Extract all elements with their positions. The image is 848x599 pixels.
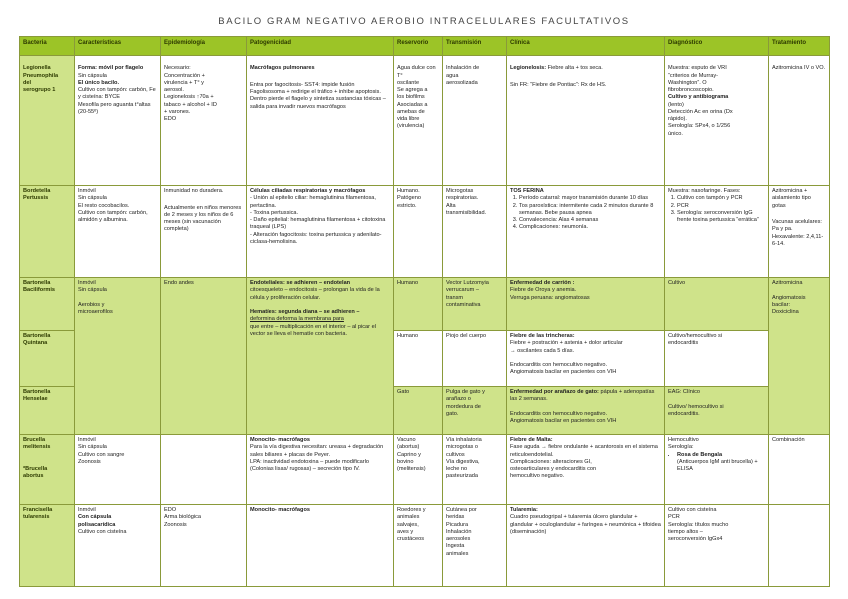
cell-clinica: Fiebre de Malta: Fase aguda → fiebre ondulante + acantorosis en el sistema reticuloendotelial. Complicaciones: alteraciones GI, osteoarticulares y endocarditis con hemocultivo negativo. [507,435,665,505]
table-row-francisella [20,505,830,587]
header-patogenicidad: Patogenicidad [247,37,394,56]
cell-transmision: Inhalación de agua aerosolizada [443,56,507,186]
cell-diagnostico: Hemocultivo Serología: • Rosa de Bengala (Anticuerpos IgM anti brucella) + ELISA [665,435,769,505]
cell-tratamiento: Azitromicina Angiomatosis bacilar: Doxiciclina [769,278,830,435]
header-tratamiento: Tratamiento [769,37,830,56]
cell-bacteria: Legionella Pneumophila del serogrupo 1 [20,56,75,186]
cell-reservorio: Agua dulce con T° oscilante Se agrega a los biofilms Asociadas a amebas de vida libre (virulencia) [394,56,443,186]
cell-epidemiologia: Endo andes [161,278,247,435]
cell-transmision: Microgotas respiratorias. Alta transmisibilidad. [443,186,507,278]
cell-epidemiologia: EDO Arma biológica Zoonosis [161,505,247,587]
cell-diagnostico: Cultivo/hemocultivo si endocarditis [665,331,769,387]
cell-caracteristicas: Forma: móvil por flagelo Sin cápsula El único bacilo. Cultivo con tampón: carbón, Fe y cisteína: BYCE Mesofila pero aguanta t°altas (20-55º) [75,56,161,186]
cell-caracteristicas: Inmóvil Sin cápsula Aerobios y microaerofilos [75,278,161,435]
header-reservorio: Reservorio [394,37,443,56]
cell-clinica: TOS FERINA 1. Período catarral: mayor transmisión durante 10 días 2. Tos paroxística: intermitente cada 2 minutos durante 8 semanas. Bebe pausa apnea 3. Convalecencia: Alas 4 semanas 4. Complicaciones: neumonía. [507,186,665,278]
table-row-brucella [20,435,830,505]
cell-reservorio: Humano. Patógeno estricto. [394,186,443,278]
cell-bacteria: Bartonella Henselae [20,387,75,435]
table-header-row [20,37,830,56]
header-transmision: Transmisión [443,37,507,56]
cell-clinica: Enfermedad de carrión : Fiebre de Oroya y anemia. Verruga peruana: angiomatosas [507,278,665,331]
cell-tratamiento: Azitromicina + aislamiento tipo gotas Vacunas acelulares: Pa y pa. Hexavalente: 2,4,11-6-14. [769,186,830,278]
cell-transmision: Cutánea por heridas Picadura Inhalación aerosoles Ingesta animales [443,505,507,587]
cell-diagnostico: Cultivo con cisteína PCR Serología: títulos mucho tiempo altos – seroconversión IgGx4 [665,505,769,587]
cell-caracteristicas: Inmóvil Con cápsula polisacarídica Cultivo con cisteína [75,505,161,587]
table-row-bartonella-baciliformis [20,278,830,331]
table-row-bordetella [20,186,830,278]
cell-transmision: Piojo del cuerpo [443,331,507,387]
cell-caracteristicas: Inmóvil Sin cápsula Cultivo con sangre Zoonosis [75,435,161,505]
cell-transmision: Vía inhalatoria microgotas o cultivos Vía digestiva, leche no pasteurizada [443,435,507,505]
cell-patogenicidad: Monocito- macrófagos Para la vía digestiva necesitan: ureasa + degradación sales biliares + placas de Peyer. LPA: inactividad endotoxina – puede modificarlo (Colonias lisas/ rugosas) – secreción tipo IV. [247,435,394,505]
cell-clinica: Enfermedad por arañazo de gato: pápula + adenopatías las 2 semanas. Endocarditis con hemocultivo negativo. Angiomatosis bacilar en pacientes con VIH [507,387,665,435]
cell-reservorio: Roedores y animales salvajes, aves y crustáceos [394,505,443,587]
cell-clinica: Tularemia: Cuadro pseudogripal + tularemia úlcero glandular + glandular + oculoglandular + faríngea + neumónica + tifoidea (diseminación) [507,505,665,587]
bacteria-table [19,36,830,587]
cell-diagnostico: Cultivo [665,278,769,331]
cell-epidemiologia [161,435,247,505]
cell-patogenicidad: Monocito- macrófagos [247,505,394,587]
cell-tratamiento: Azitromicina IV o VO. [769,56,830,186]
cell-caracteristicas: Inmóvil Sin cápsula El resto cocobacilos. Cultivo con tampón: carbón, almidón y albumina. [75,186,161,278]
cell-bacteria: Brucella melitensis *Brucella abortus [20,435,75,505]
cell-patogenicidad: Células ciliadas respiratorias y macrófagos - Unión al epitelio ciliar: hemaglutinina filamentosa, pertactina. - Toxina pertussica. - Daño epitelial: hemaglutinina filamentosa + citotoxina traqueal (LPS) - Alteración fagocitosis: toxina pertussica y adenilato-ciclasa-hemolisina. [247,186,394,278]
cell-epidemiologia: Necesario: Concentración + virulencia + T° y aerosol. Legionelosis ↑70a + tabaco + alcohol + ID + varones. EDO [161,56,247,186]
cell-reservorio: Humano [394,278,443,331]
cell-transmision: Pulga de gato y arañazo o mordedura de gato. [443,387,507,435]
cell-patogenicidad: Endoteliales: se adhieren – endotelan citoesqueleto – endocitosis – prolongan la vida de la célula y proliferación celular. Hematíes: segunda diana – se adhieren – deformina deforma la membrana para que entre – multiplicación en el interior – al picar el vector se lleva el hematíe con bacteria. [247,278,394,435]
cell-epidemiologia: Inmunidad no duradera. Actualmente en niños menores de 2 meses y los niños de 6 meses (sin vacunación completa) [161,186,247,278]
header-diagnostico: Diagnóstico [665,37,769,56]
header-clinica: Clínica [507,37,665,56]
cell-diagnostico: EAG: Clínico Cultivo/ hemocultivo si endocarditis. [665,387,769,435]
cell-clinica: Legionelosis: Fiebre alta + tos seca. Sin FR: “Fiebre de Pontiac”: Rx de HS. [507,56,665,186]
cell-clinica: Fiebre de las trincheras: Fiebre + postración + astenia + dolor articular → oscilantes cada 5 días. Endocarditis con hemocultivo negativo. Angiomatosis bacilar en pacientes con VIH [507,331,665,387]
page-title: BACILO GRAM NEGATIVO AEROBIO INTRACELULARES FACULTATIVOS [218,16,630,27]
cell-bacteria: Bordetella Pertussis [20,186,75,278]
table-row-legionella [20,56,830,186]
cell-reservorio: Gato [394,387,443,435]
cell-bacteria: Bartonella Quintana [20,331,75,387]
header-epidemiologia: Epidemiología [161,37,247,56]
cell-patogenicidad: Macrófagos pulmonares Entra por fagocitosis- SST4: impide fusión Fagolisosoma + redirige el tráfico + inhibe apoptosis. Dentro pierde el flagelo y sintetiza sustancias tóxicas – salida para invadir nuevos macrófagos [247,56,394,186]
cell-diagnostico: Muestra: esputo de VRI “criterios de Murray- Washington”. O fibrobroncoscopio. Cultivo y antibiograma (lento) Detección Ac en orina (Dx rápido). Serología: SPx4, o 1/256 único. [665,56,769,186]
cell-reservorio: Humano [394,331,443,387]
cell-tratamiento: Combinación [769,435,830,505]
header-bacteria: Bacteria [20,37,75,56]
cell-bacteria: Bartonella Baciliformis [20,278,75,331]
cell-reservorio: Vacuno (abortus) Caprino y bovino (melitensis) [394,435,443,505]
cell-transmision: Vector Lutzomyia verrucarum – transm contaminativa [443,278,507,331]
header-caracteristicas: Características [75,37,161,56]
cell-tratamiento [769,505,830,587]
cell-diagnostico: Muestra: nasofaringe. Fases: 1. Cultivo con tampón y PCR 2. PCR 3. Serología: seroconversión IgG frente toxina pertussica “errática” [665,186,769,278]
cell-bacteria: Francisella tularensis [20,505,75,587]
